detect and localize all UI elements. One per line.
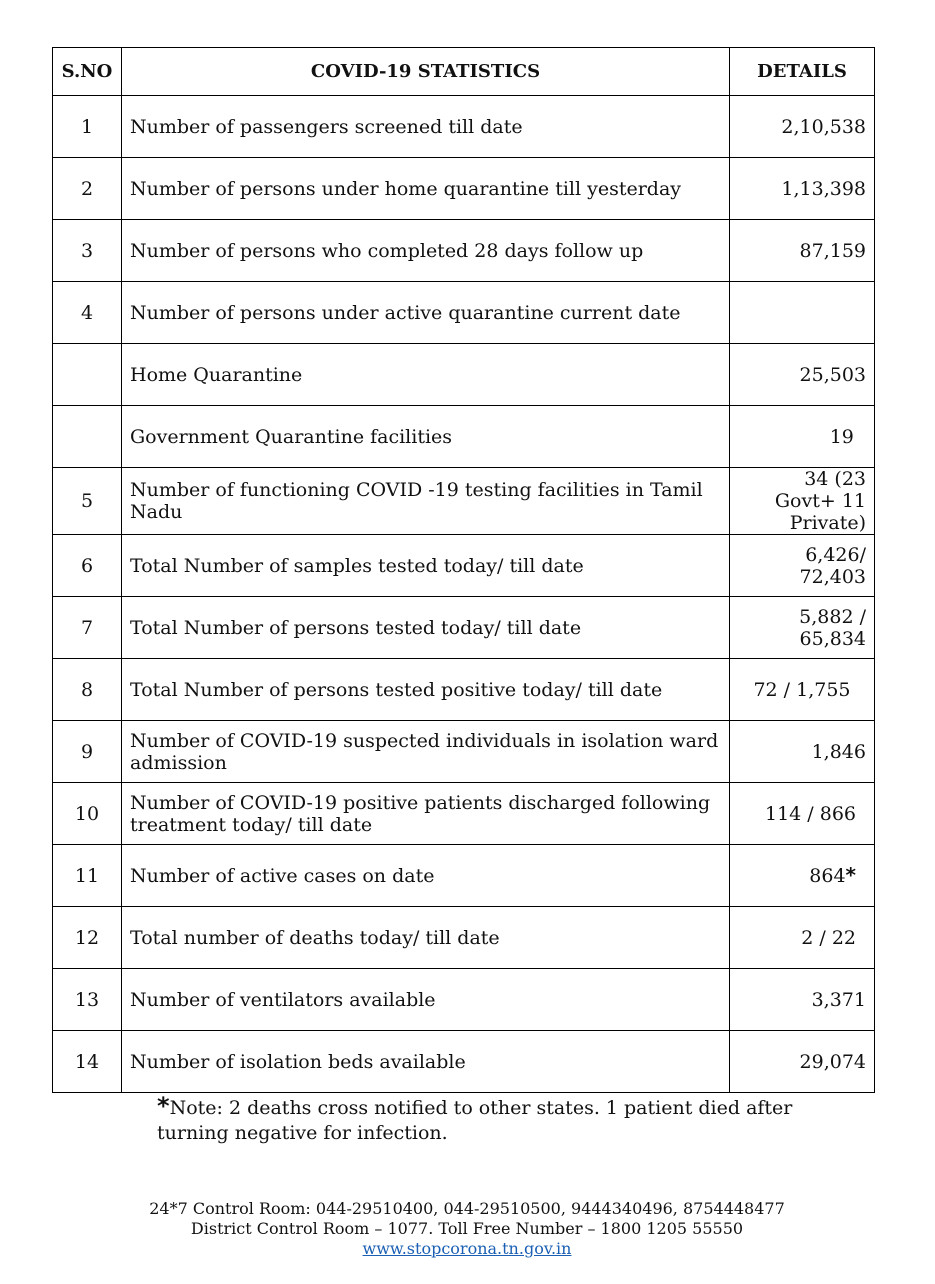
row-description: Number of persons under home quarantine till yesterday [122, 158, 730, 220]
row-sno: 10 [53, 783, 122, 845]
row-description: Number of active cases on date [122, 845, 730, 907]
row-sno: 7 [53, 597, 122, 659]
row-sno: 3 [53, 220, 122, 282]
row-sno: 6 [53, 535, 122, 597]
row-description: Number of ventilators available [122, 969, 730, 1031]
row-details: 34 (23 Govt+ 11 Private) [730, 468, 875, 535]
row-details-value: 19 [829, 425, 854, 448]
row-description: Total Number of samples tested today/ till date [122, 535, 730, 597]
row-details: 29,074 [730, 1031, 875, 1093]
row-description: Number of COVID-19 suspected individuals in isolation ward admission [122, 721, 730, 783]
row-details: 72 / 1,755 [730, 659, 875, 721]
row-sno: 8 [53, 659, 122, 721]
row-description: Number of persons who completed 28 days follow up [122, 220, 730, 282]
table-row [53, 468, 875, 535]
control-room-numbers: 24*7 Control Room: 044-29510400, 044-29510500, 9444340496, 8754448477 [149, 1199, 785, 1218]
row-sno: 4 [53, 282, 122, 344]
row-details-value: 864 [809, 865, 846, 887]
footnote-text: Note: 2 deaths cross notified to other states. 1 patient died after turning negative for infection. [157, 1097, 793, 1144]
row-details: 2,10,538 [730, 96, 875, 158]
row-description: Home Quarantine [122, 344, 730, 406]
row-details: 6,426/ 72,403 [730, 535, 875, 597]
footnote [157, 1094, 857, 1146]
row-details: 87,159 [730, 220, 875, 282]
row-sno: 1 [53, 96, 122, 158]
row-sno: 5 [53, 468, 122, 535]
table-row [53, 969, 875, 1031]
asterisk-mark: * [845, 863, 856, 887]
row-description: Number of isolation beds available [122, 1031, 730, 1093]
row-sno: 14 [53, 1031, 122, 1093]
row-details [730, 282, 875, 344]
covid-statistics-table [52, 47, 875, 1093]
table-row [53, 535, 875, 597]
row-description: Total Number of persons tested positive today/ till date [122, 659, 730, 721]
row-details: 5,882 / 65,834 [730, 597, 875, 659]
row-description: Number of passengers screened till date [122, 96, 730, 158]
table-row [53, 282, 875, 344]
row-sno: 2 [53, 158, 122, 220]
row-sno: 13 [53, 969, 122, 1031]
asterisk-mark: * [157, 1092, 170, 1120]
header-sno: S.NO [53, 48, 122, 96]
header-details: DETAILS [730, 48, 875, 96]
table-header-row [53, 48, 875, 96]
header-statistics: COVID-19 STATISTICS [122, 48, 730, 96]
district-control-room: District Control Room – 1077. Toll Free Number – 1800 1205 55550 [190, 1219, 744, 1238]
table-row [53, 845, 875, 907]
row-description: Total number of deaths today/ till date [122, 907, 730, 969]
website-link[interactable]: www.stopcorona.tn.gov.in [362, 1239, 572, 1258]
row-description: Government Quarantine facilities [122, 406, 730, 468]
row-details: 1,846 [730, 721, 875, 783]
row-details: 114 / 866 [730, 783, 875, 845]
row-description: Total Number of persons tested today/ till date [122, 597, 730, 659]
row-sno [53, 406, 122, 468]
row-description: Number of COVID-19 positive patients discharged following treatment today/ till date [122, 783, 730, 845]
table-row [53, 96, 875, 158]
row-sno [53, 344, 122, 406]
row-details: 1,13,398 [730, 158, 875, 220]
table-row [53, 721, 875, 783]
table-row [53, 220, 875, 282]
table-row [53, 907, 875, 969]
table-row [53, 1031, 875, 1093]
row-sno: 9 [53, 721, 122, 783]
row-sno: 11 [53, 845, 122, 907]
contact-footer [52, 1199, 882, 1259]
row-details [730, 845, 875, 907]
row-details [730, 406, 875, 468]
row-description: Number of functioning COVID -19 testing facilities in Tamil Nadu [122, 468, 730, 535]
row-sno: 12 [53, 907, 122, 969]
table-row [53, 344, 875, 406]
row-details: 25,503 [730, 344, 875, 406]
row-details: 2 / 22 [730, 907, 875, 969]
table-row [53, 158, 875, 220]
table-row [53, 659, 875, 721]
row-details: 3,371 [730, 969, 875, 1031]
row-description: Number of persons under active quarantine current date [122, 282, 730, 344]
table-row [53, 783, 875, 845]
table-row [53, 597, 875, 659]
table-row [53, 406, 875, 468]
